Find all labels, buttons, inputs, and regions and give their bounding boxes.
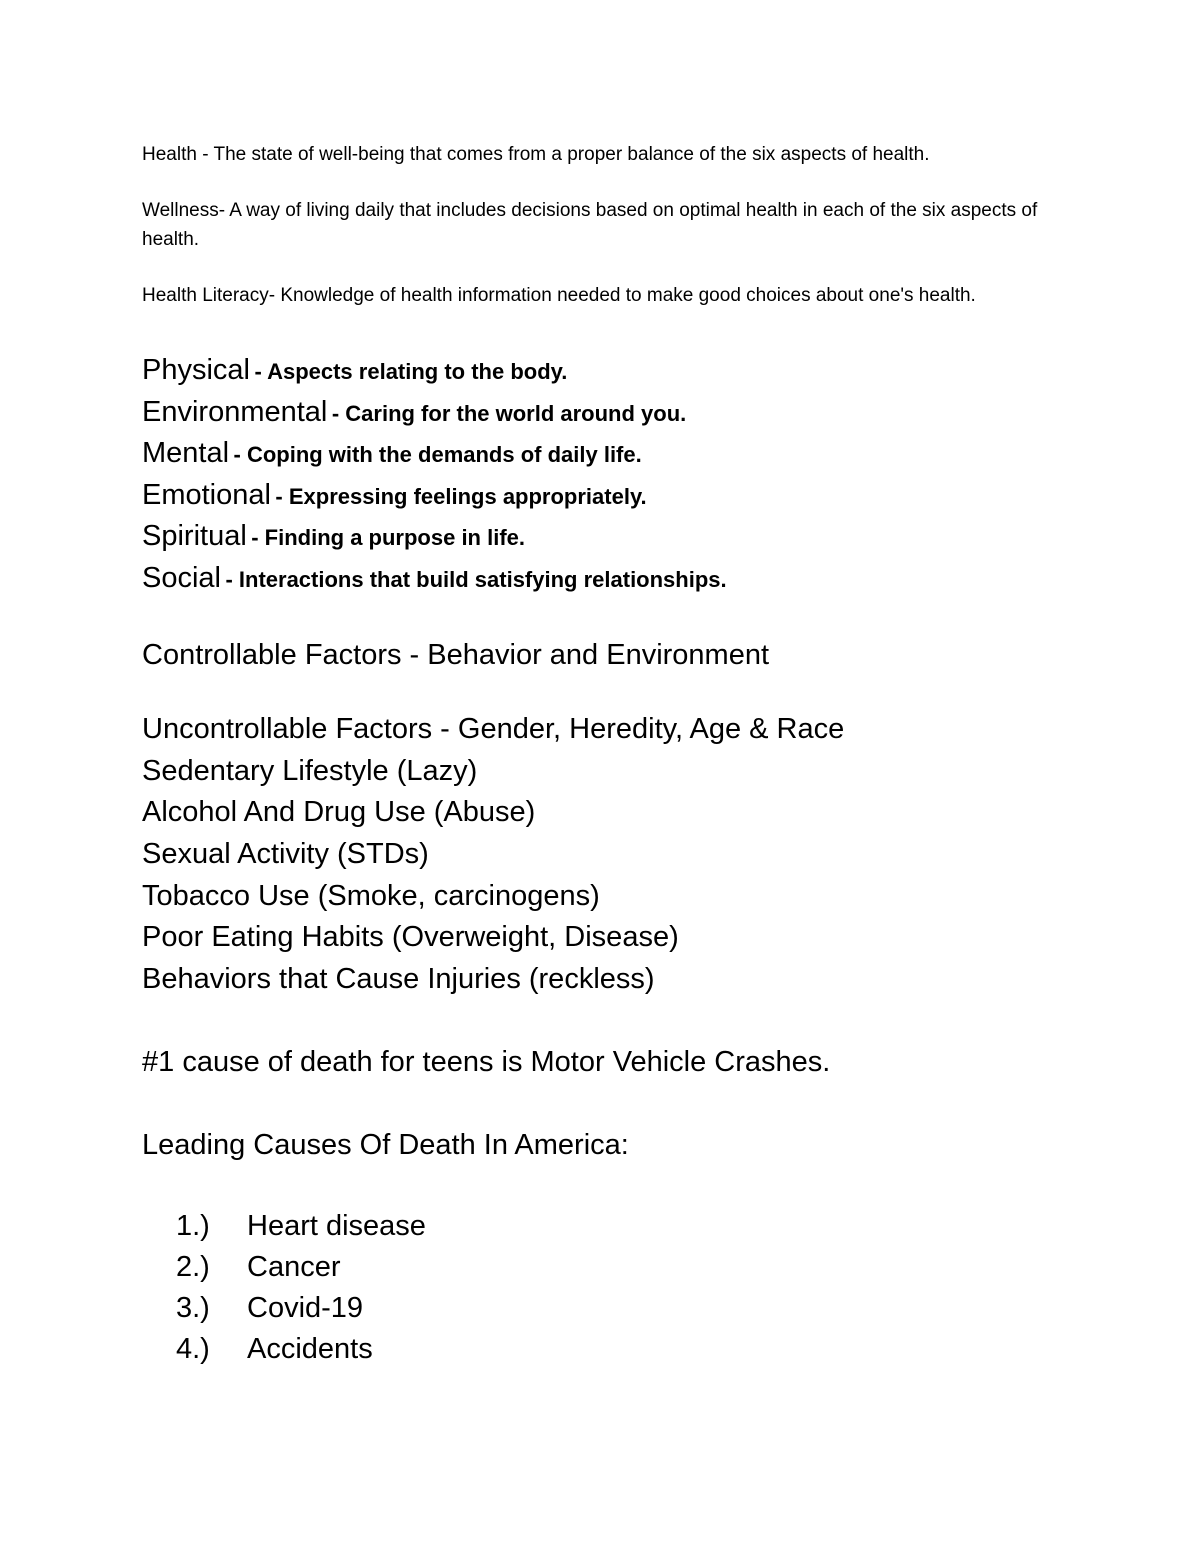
aspect-description: - Expressing feelings appropriately.	[275, 483, 647, 509]
aspect-description: - Interactions that build satisfying relationships.	[225, 566, 727, 592]
health-aspects-list	[142, 350, 1082, 600]
aspect-physical	[142, 350, 1082, 392]
list-item	[176, 1288, 1082, 1329]
aspect-emotional	[142, 475, 1082, 517]
aspect-description: - Coping with the demands of daily life.	[233, 442, 642, 468]
aspect-social	[142, 558, 1082, 600]
aspect-description: - Finding a purpose in life.	[251, 525, 526, 551]
teen-death-fact: #1 cause of death for teens is Motor Vehicle Crashes.	[142, 1046, 831, 1079]
cause-label: Accidents	[247, 1333, 373, 1366]
definition-wellness: Wellness- A way of living daily that includes decisions based on optimal health in each of the six aspects of health.	[142, 200, 1038, 250]
list-number: 4.)	[176, 1333, 210, 1366]
cause-label: Heart disease	[247, 1209, 426, 1242]
definition-health-literacy: Health Literacy- Knowledge of health information needed to make good choices about one's health.	[142, 285, 976, 306]
list-number: 3.)	[176, 1292, 210, 1325]
cause-label: Cancer	[247, 1250, 341, 1283]
list-item	[176, 1247, 1082, 1288]
document-page	[142, 140, 1082, 1371]
controllable-factors: Controllable Factors - Behavior and Environment	[142, 638, 770, 671]
uncontrollable-factors: Uncontrollable Factors - Gender, Heredity, Age & Race	[142, 713, 845, 746]
list-item	[176, 1329, 1082, 1370]
risk-behavior: Alcohol And Drug Use (Abuse)	[142, 796, 536, 829]
cause-label: Covid-19	[247, 1292, 364, 1325]
aspect-description: - Aspects relating to the body.	[254, 359, 568, 384]
risk-behavior: Behaviors that Cause Injuries (reckless)	[142, 962, 655, 995]
list-number: 2.)	[176, 1250, 210, 1283]
leading-causes-title: Leading Causes Of Death In America:	[142, 1128, 629, 1161]
aspect-spiritual	[142, 516, 1082, 558]
list-item	[176, 1206, 1082, 1247]
aspect-name: Emotional	[142, 478, 271, 511]
aspect-name: Environmental	[142, 395, 328, 428]
aspect-name: Spiritual	[142, 520, 247, 553]
risk-behavior: Sedentary Lifestyle (Lazy)	[142, 754, 478, 787]
definition-health: Health - The state of well-being that comes from a proper balance of the six aspects of health.	[142, 144, 930, 165]
aspect-name: Mental	[142, 437, 230, 470]
aspect-name: Social	[142, 561, 221, 594]
aspect-description: - Caring for the world around you.	[331, 400, 687, 426]
aspect-mental	[142, 433, 1082, 475]
list-number: 1.)	[176, 1209, 210, 1242]
risk-behavior: Poor Eating Habits (Overweight, Disease)	[142, 921, 679, 954]
leading-causes-list	[142, 1206, 1082, 1371]
aspect-name: Physical	[142, 354, 250, 386]
risk-behavior: Sexual Activity (STDs)	[142, 837, 429, 870]
aspect-environmental	[142, 392, 1082, 434]
risk-behavior: Tobacco Use (Smoke, carcinogens)	[142, 879, 600, 912]
